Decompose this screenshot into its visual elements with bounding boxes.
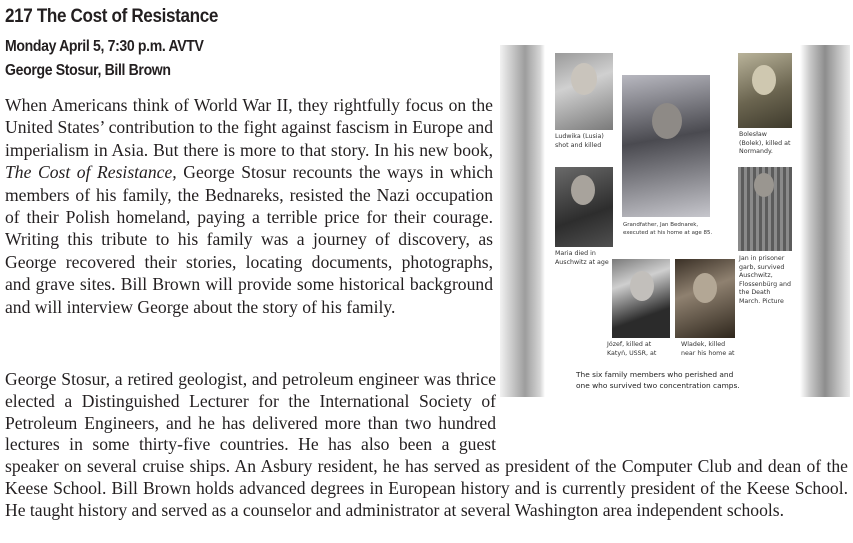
photo-grandfather <box>622 75 710 217</box>
photo-ludwika <box>555 53 613 130</box>
event-schedule: Monday April 5, 7:30 p.m. AVTV <box>5 38 204 55</box>
photo-panel-caption: The six family members who perished and one who survived two concentration camps. <box>576 370 740 390</box>
event-description <box>5 94 493 318</box>
description-text-2: George Stosur recounts the ways in which members of his family, the Bednareks, resisted the Nazi occupation of their Polish homeland, paying a terrible price for their courage. Writing this tribute to his family was a journey of discovery, as George recovered their stories, locating documents, photographs, and grave sites. Bill Brown will provide some historical background and will interview George about the story of his family. <box>5 162 493 317</box>
caption-ludwika: Ludwika (Lusia) shot and killed <box>555 133 604 149</box>
family-photo-panel <box>500 45 850 397</box>
event-title: 217 The Cost of Resistance <box>5 6 219 27</box>
caption-jan: Jan in prisoner garb, survived Auschwitz, Flossenbürg and the Death March. Picture <box>739 255 791 305</box>
event-speakers: George Stosur, Bill Brown <box>5 62 171 79</box>
photo-boleslaw <box>738 53 792 128</box>
caption-maria: Maria died in Auschwitz at age <box>555 250 609 266</box>
caption-boleslaw: Bolesław (Bolek), killed at Normandy. <box>739 131 791 156</box>
photo-jan <box>738 167 792 251</box>
photo-wladek <box>675 259 735 338</box>
photo-collage <box>545 45 797 397</box>
caption-wladek: Wladek, killed near his home at <box>681 341 735 357</box>
photo-jozef <box>612 259 670 338</box>
photo-maria <box>555 167 613 247</box>
caption-grandfather: Grandfather, Jan Bednarek, executed at his home at age 85. <box>623 222 713 236</box>
bio-text: George Stosur, a retired geologist, and petroleum engineer was thrice elected a Distinguished Lecturer for the International Society of Petroleum Engineers, and he has delivered more than two hundred lectures in some thirty-five countries. He has also been a guest speaker on several cruise ships. An Asbury resident, he has served as president of the Computer Club and dean of the Keese School. Bill Brown holds advanced degrees in European history and is currently president of the Keese School. He taught history and served as a counselor and administrator at several Washington area independent schools. <box>5 369 848 520</box>
speaker-bio <box>5 369 848 522</box>
description-text-1: When Americans think of World War II, they rightfully focus on the United States’ contribution to the fight against fascism in Europe and imperialism in Asia. But there is more to that story. In his new book, <box>5 95 493 160</box>
photo-wrap-space <box>496 369 848 435</box>
book-title: The Cost of Resistance, <box>5 162 177 183</box>
caption-jozef: Józef, killed at Katyń, USSR, at <box>607 341 657 357</box>
